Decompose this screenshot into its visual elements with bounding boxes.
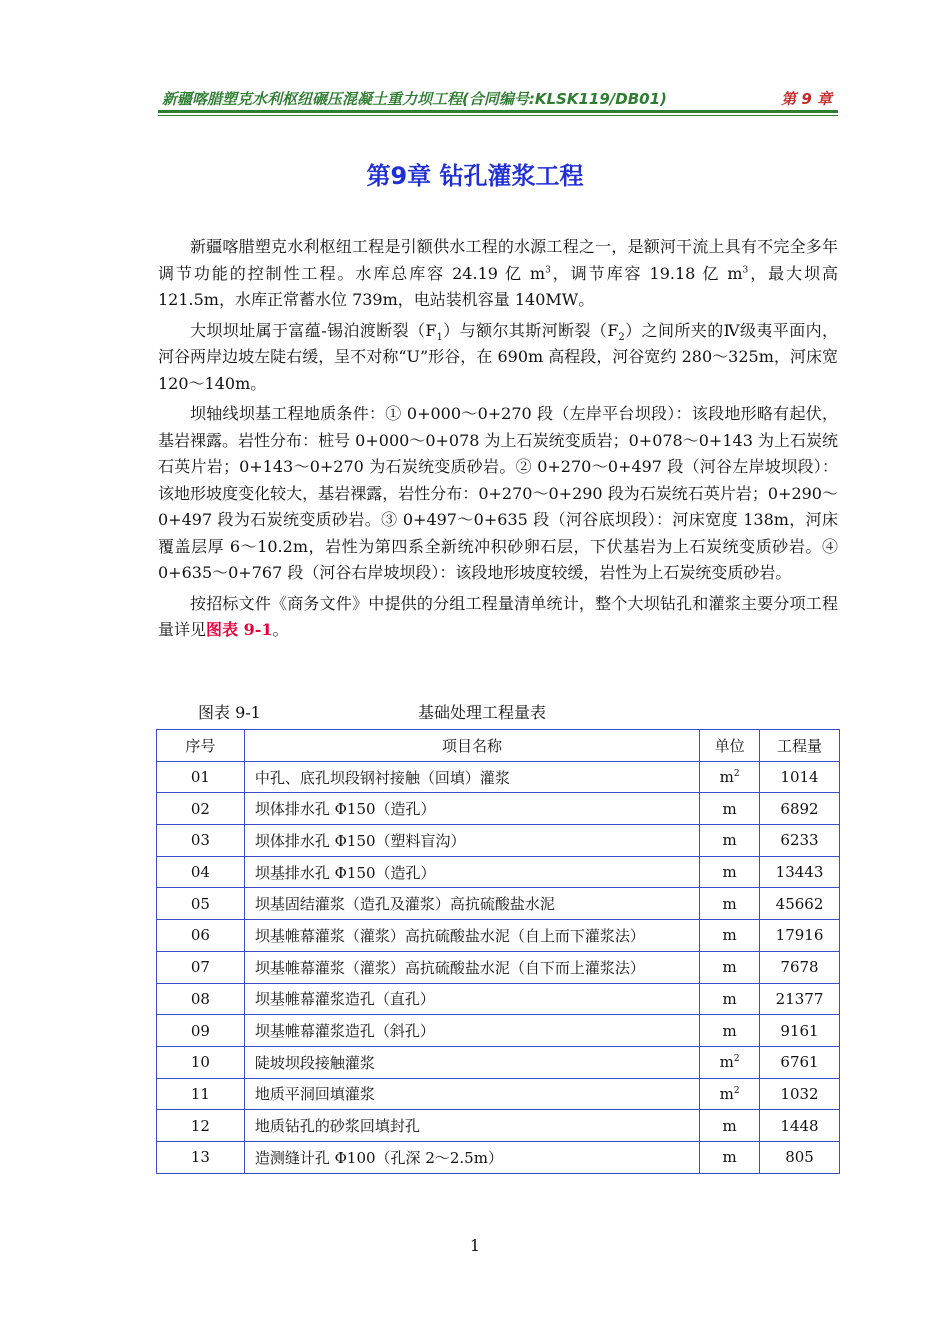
cell-no: 04: [157, 856, 245, 888]
cell-unit: [700, 793, 760, 825]
table-row: [157, 1110, 840, 1142]
quantity-table: [156, 729, 840, 1174]
cell-no: 11: [157, 1078, 245, 1110]
header-rule-thick: [158, 110, 838, 113]
unit-text: m: [719, 1053, 734, 1072]
cell-no: 08: [157, 983, 245, 1015]
table-row: [157, 888, 840, 920]
unit-text: m: [722, 799, 737, 818]
table-row: [157, 951, 840, 983]
unit-text: m: [719, 768, 734, 787]
cell-item: 造测缝计孔 Φ100（孔深 2～2.5m）: [244, 1141, 699, 1173]
cell-no: 05: [157, 888, 245, 920]
table-row: [157, 856, 840, 888]
paragraph-1: [158, 234, 838, 314]
table-row: [157, 1015, 840, 1047]
header-title: 新疆喀腊塑克水利枢纽碾压混凝土重力坝工程(合同编号:KLSK119/DB01): [162, 90, 667, 108]
cell-no: 09: [157, 1015, 245, 1047]
unit-text: m: [722, 1021, 737, 1040]
unit-text: m: [722, 989, 737, 1008]
table-row: [157, 793, 840, 825]
cell-qty: 6892: [760, 793, 840, 825]
p1-text-a: 新疆喀腊塑克水利枢纽工程是引额供水工程的水源工程之一，是额河干流上具有不完全多年调节功能的控制性工程。水库总库容 24.19 亿 m: [158, 237, 838, 283]
header-item: 项目名称: [244, 730, 699, 762]
cell-item: 坝体排水孔 Φ150（造孔）: [244, 793, 699, 825]
cell-item: 坝基固结灌浆（造孔及灌浆）高抗硫酸盐水泥: [244, 888, 699, 920]
cell-qty: 17916: [760, 920, 840, 952]
cell-unit: [700, 983, 760, 1015]
cell-qty: 21377: [760, 983, 840, 1015]
p4-text-b: 。: [272, 620, 289, 639]
table-row: [157, 983, 840, 1015]
p1-text-b: ，调节库容 19.18 亿 m: [550, 263, 743, 283]
cell-item: 坝基帷幕灌浆造孔（斜孔）: [244, 1015, 699, 1047]
p2-text-c: ）之间所夹的Ⅳ级夷平面内，河谷两岸边坡左陡右缓，呈不对称“U”形谷，在 690m 高程段，河谷宽约 280～325m，河床宽 120～140m。: [158, 320, 838, 393]
unit-text: m: [722, 1116, 737, 1135]
paragraph-3: 坝轴线坝基工程地质条件：① 0+000～0+270 段（左岸平台坝段）：该段地形略有起伏，基岩裸露。岩性分布：桩号 0+000～0+078 为上石炭统变质岩；0+078～0+143 为上石炭统石英片岩；0+143～0+270 为石炭统变质砂岩。② 0+270～0+497 段（河谷左岸坡坝段）：该地形坡度变化较大，基岩裸露，岩性分布：0+270～0+290 段为石炭统石英片岩；0+290～0+497 段为石炭统变质砂岩。③ 0+497～0+635 段（河谷底坝段）：河床宽度 138m，河床覆盖层厚 6～10.2m，岩性为第四系全新统冲积砂卵石层，下伏基岩为上石炭统变质砂岩。④ 0+635～0+767 段（河谷右岸坡坝段）：该段地形坡度较缓，岩性为上石炭统变质砂岩。: [158, 404, 838, 582]
cell-unit: [700, 856, 760, 888]
chapter-title: 第9章 钻孔灌浆工程: [366, 162, 584, 190]
p1-text-c: ，最大坝高 121.5m，水库正常蓄水位 739m，电站装机容量 140MW。: [158, 263, 838, 309]
unit-text: m: [722, 1148, 737, 1167]
table-reference-link[interactable]: 图表 9-1: [206, 620, 273, 639]
p2-text-b: ）与额尔其斯河断裂（F: [442, 320, 619, 340]
cell-unit: [700, 920, 760, 952]
cell-no: 03: [157, 825, 245, 857]
header-chapter: 第 9 章: [781, 90, 832, 108]
table-row: [157, 1078, 840, 1110]
cell-item: 地质钻孔的砂浆回填封孔: [244, 1110, 699, 1142]
p2-sub-1: 1: [436, 331, 443, 343]
cell-no: 02: [157, 793, 245, 825]
cell-qty: 1014: [760, 761, 840, 793]
paragraph-4: [158, 591, 838, 644]
cell-no: 12: [157, 1110, 245, 1142]
cell-item: 坝体排水孔 Φ150（塑料盲沟）: [244, 825, 699, 857]
cell-unit: [700, 1141, 760, 1173]
cell-qty: 7678: [760, 951, 840, 983]
table-row: [157, 1046, 840, 1078]
page-number: 1: [469, 1236, 481, 1255]
unit-text: m: [722, 958, 737, 977]
unit-text: m: [722, 926, 737, 945]
table-header-row: [157, 730, 840, 762]
p4-text-a: 按招标文件《商务文件》中提供的分组工程量清单统计，整个大坝钻孔和灌浆主要分项工程量详见: [158, 593, 838, 639]
cell-unit: [700, 1046, 760, 1078]
cell-item: 陡坡坝段接触灌浆: [244, 1046, 699, 1078]
cell-qty: 805: [760, 1141, 840, 1173]
header-no: 序号: [157, 730, 245, 762]
cell-qty: 6761: [760, 1046, 840, 1078]
cell-qty: 13443: [760, 856, 840, 888]
unit-text: m: [722, 894, 737, 913]
caption-name: 基础处理工程量表: [418, 703, 547, 722]
cell-item: 坝基帷幕灌浆（灌浆）高抗硫酸盐水泥（自下而上灌浆法）: [244, 951, 699, 983]
p1-sup-2: 3: [742, 265, 749, 276]
header-qty: 工程量: [760, 730, 840, 762]
cell-no: 10: [157, 1046, 245, 1078]
table-caption: [190, 700, 790, 724]
cell-unit: [700, 761, 760, 793]
cell-unit: [700, 1110, 760, 1142]
unit-text: m: [722, 863, 737, 882]
body-text: [158, 234, 838, 648]
p2-text-a: 大坝坝址属于富蕴-锡泊渡断裂（F: [190, 320, 437, 340]
cell-item: 地质平洞回填灌浆: [244, 1078, 699, 1110]
cell-no: 13: [157, 1141, 245, 1173]
table-body: [157, 761, 840, 1173]
cell-no: 01: [157, 761, 245, 793]
cell-qty: 6233: [760, 825, 840, 857]
cell-no: 07: [157, 951, 245, 983]
cell-item: 中孔、底孔坝段钢衬接触（回填）灌浆: [244, 761, 699, 793]
cell-qty: 45662: [760, 888, 840, 920]
cell-unit: [700, 1078, 760, 1110]
cell-item: 坝基帷幕灌浆造孔（直孔）: [244, 983, 699, 1015]
running-header: [158, 88, 838, 110]
cell-qty: 1032: [760, 1078, 840, 1110]
cell-unit: [700, 951, 760, 983]
cell-unit: [700, 1015, 760, 1047]
cell-item: 坝基帷幕灌浆（灌浆）高抗硫酸盐水泥（自上而下灌浆法）: [244, 920, 699, 952]
cell-unit: [700, 888, 760, 920]
header-rule-thin: [158, 115, 838, 116]
header-unit: 单位: [700, 730, 760, 762]
table-row: [157, 761, 840, 793]
p1-sup-1: 3: [545, 265, 551, 276]
unit-sup: 2: [733, 1085, 740, 1096]
cell-qty: 9161: [760, 1015, 840, 1047]
cell-item: 坝基排水孔 Φ150（造孔）: [244, 856, 699, 888]
table-row: [157, 920, 840, 952]
table-row: [157, 1141, 840, 1173]
table-row: [157, 825, 840, 857]
unit-sup: 2: [733, 1054, 740, 1065]
caption-number: 图表 9-1: [198, 703, 261, 722]
unit-text: m: [722, 831, 737, 850]
unit-text: m: [719, 1084, 734, 1103]
cell-qty: 1448: [760, 1110, 840, 1142]
p2-sub-2: 2: [618, 331, 625, 343]
unit-sup: 2: [733, 769, 740, 780]
cell-unit: [700, 825, 760, 857]
paragraph-2: [158, 318, 838, 398]
cell-no: 06: [157, 920, 245, 952]
